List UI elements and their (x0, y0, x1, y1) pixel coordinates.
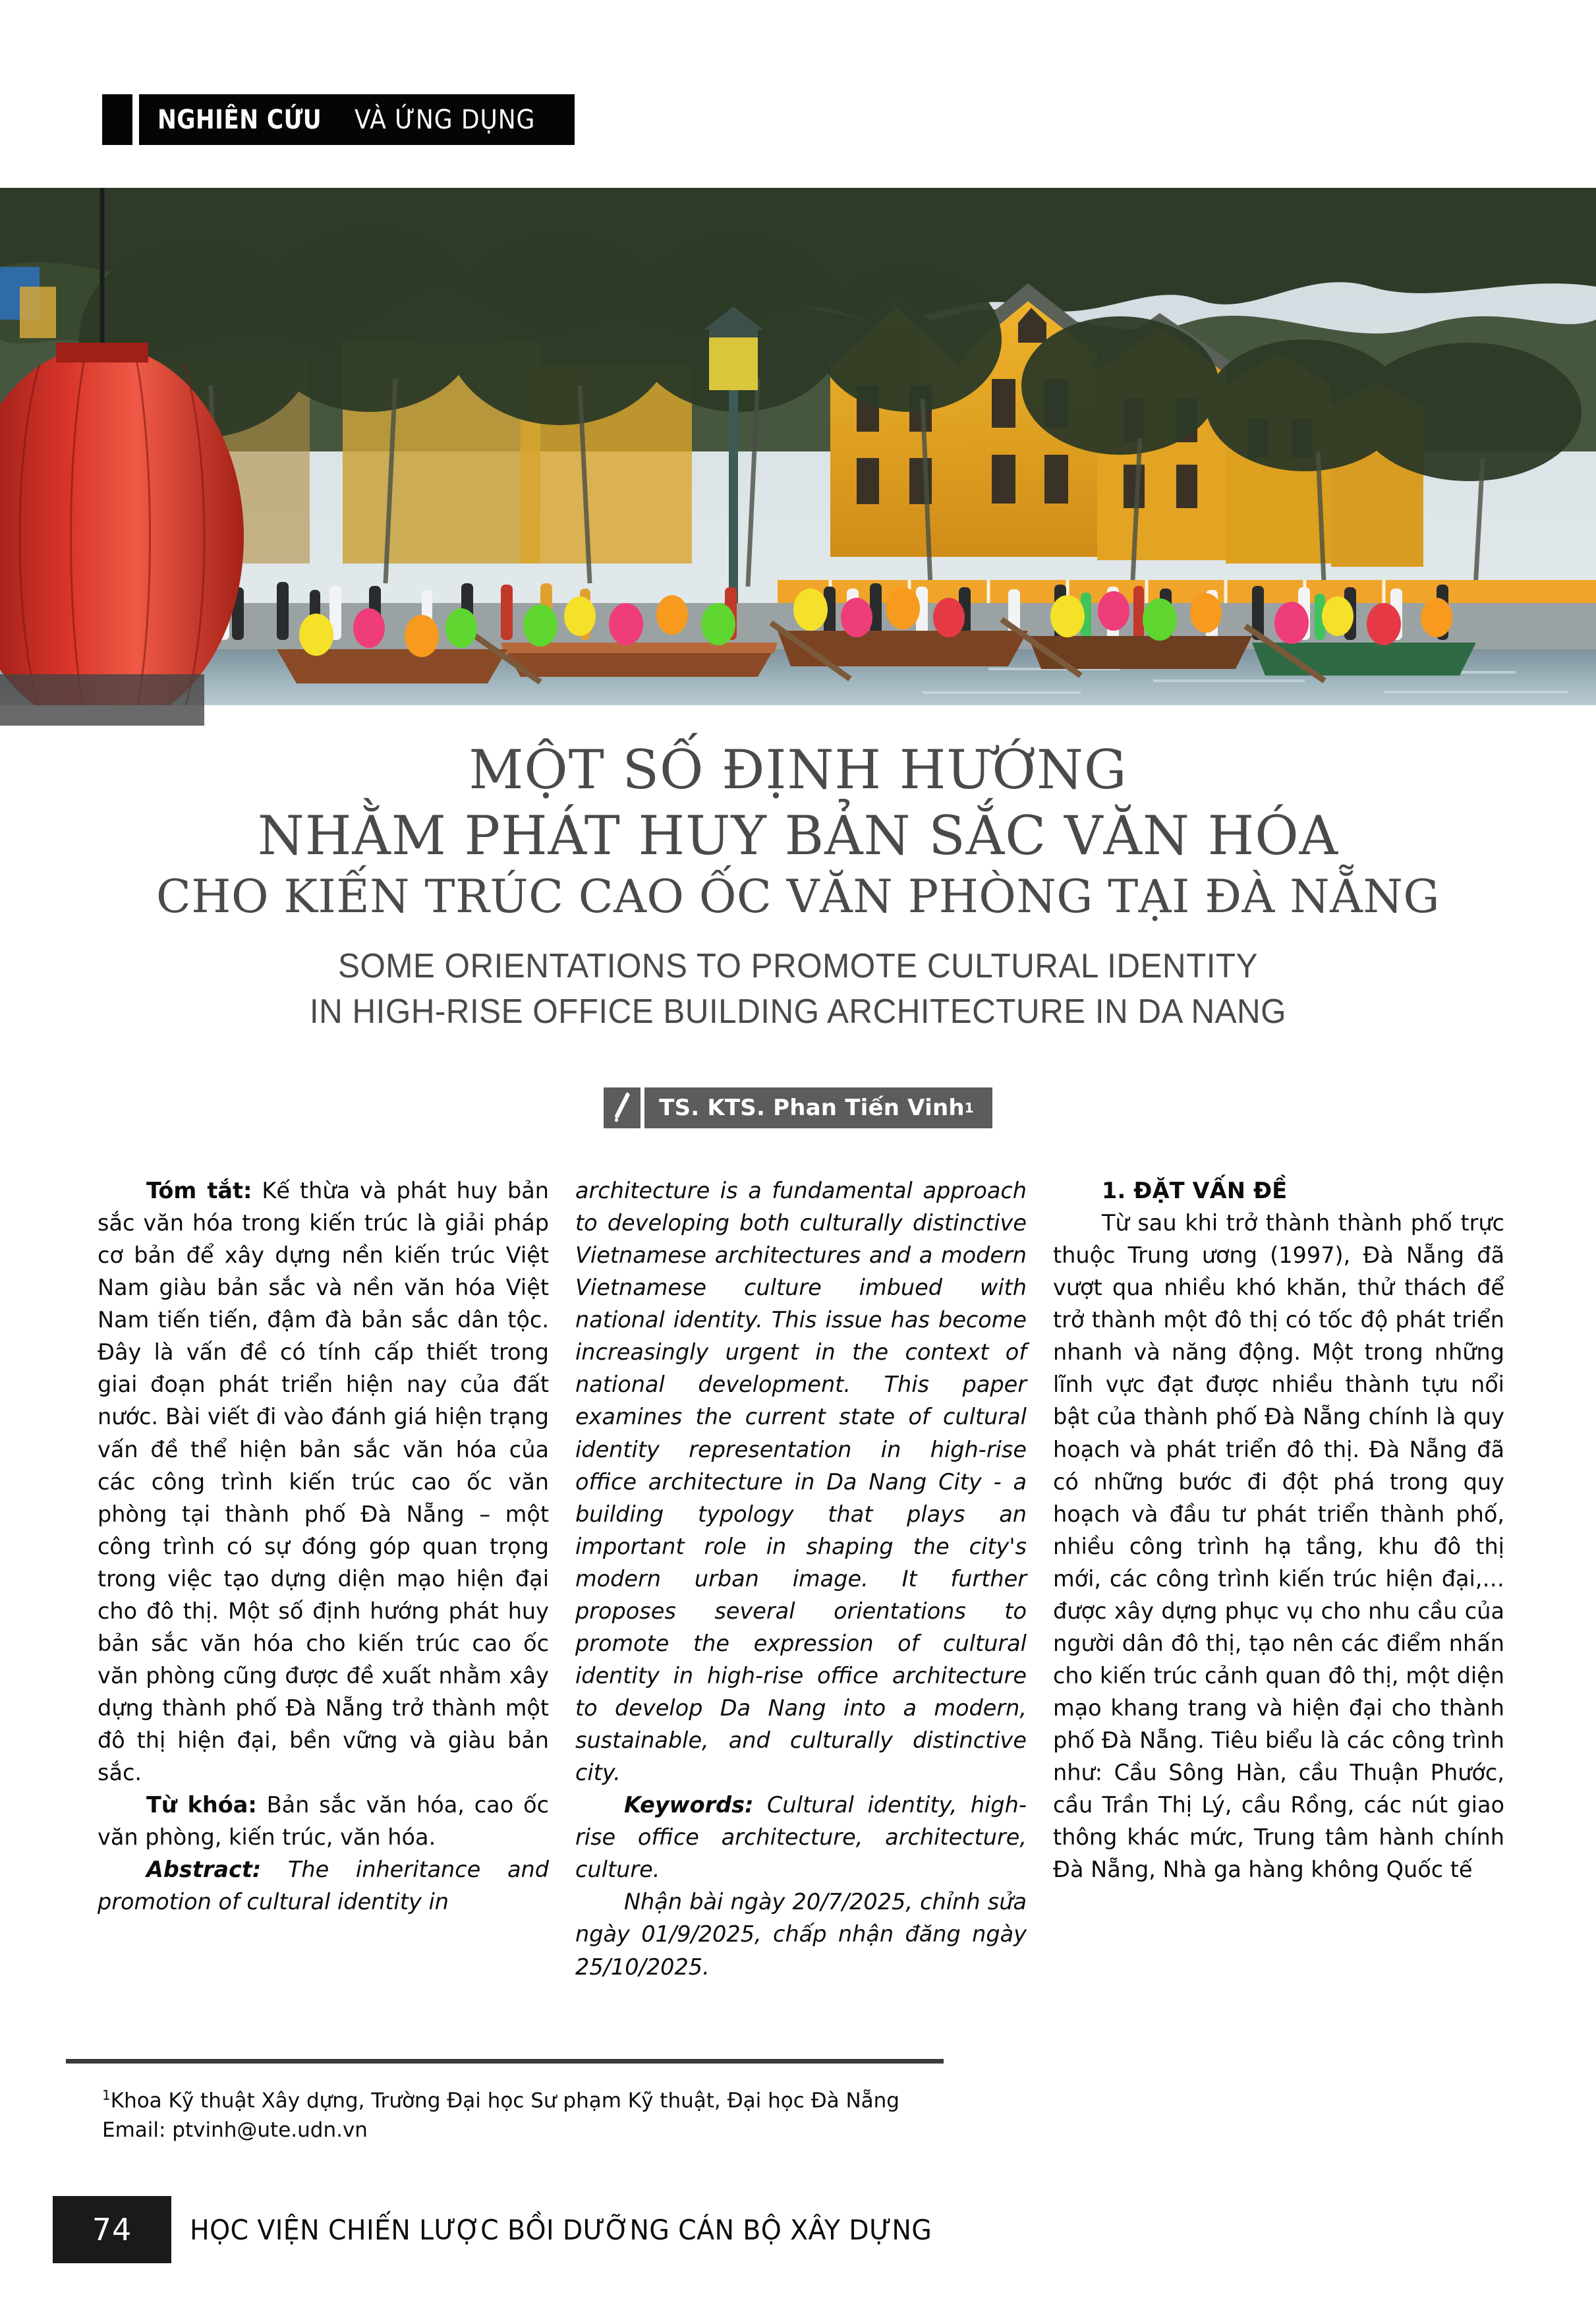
abstract-en-label: Abstract: (146, 1857, 262, 1883)
footnote-affiliation: Khoa Kỹ thuật Xây dựng, Trường Đại học Sư phạm Kỹ thuật, Đại học Đà Nẵng (110, 2089, 899, 2113)
section-heading-1: 1. ĐẶT VẤN ĐỀ (1102, 1178, 1288, 1203)
banner-divider (132, 94, 139, 145)
banner-left-tab (102, 94, 132, 145)
page-number: 74 (53, 2196, 171, 2263)
keywords-en-label: Keywords: (624, 1792, 754, 1818)
author-footnote-marker: 1 (964, 1100, 974, 1116)
banner-label-strong: NGHIÊN CỨU (157, 104, 322, 135)
hero-photo (0, 188, 1596, 705)
abstract-en-continued: architecture is a fundamental approach to developing both culturally distinctive Vietnamese architectures and a modern Vietnamese culture imbued with national identity. This issue has become increasingly urgent in the context of national development. This paper examines the current state of cultural identity representation in high-rise office architecture in Da Nang City - a building typology that plays an important role in shaping the city's modern urban image. It further proposes several orientations to promote the expression of cultural identity in high-rise office architecture to develop Da Nang into a modern, sustainable, and culturally distinctive city. (575, 1178, 1027, 1786)
section-banner (102, 94, 575, 145)
article-columns (98, 1174, 1504, 1992)
banner-label-light: VÀ ỨNG DỤNG (354, 104, 536, 135)
title-vn-line-3: CHO KIẾN TRÚC CAO ỐC VĂN PHÒNG TẠI ĐÀ NẴNG (156, 871, 1440, 924)
title-vn-line-1: MỘT SỐ ĐỊNH HƯỚNG (469, 739, 1127, 801)
abstract-en-start-paragraph (98, 1853, 549, 1918)
abstract-vi-paragraph (98, 1174, 549, 1789)
abstract-vi-label: Tóm tắt: (146, 1178, 252, 1203)
pen-nib-icon (604, 1087, 641, 1128)
title-vn-line-2: NHẰM PHÁT HUY BẢN SẮC VĂN HÓA (257, 805, 1339, 867)
section-1-body: Từ sau khi trở thành thành phố trực thuộc Trung ương (1997), Đà Nẵng đã vượt qua nhiều khó khăn, thử thách để trở thành một đô thị có tốc độ phát triển nhanh và năng động. Một trong những lĩnh vực đạt được nhiều thành tựu nổi bật của thành phố Đà Nẵng chính là quy hoạch và phát triển đô thị. Đà Nẵng đã có những bước đi đột phá trong quy hoạch và đầu tư phát triển thành phố, nhiều công trình hạ tầng, khu đô thị mới, các công trình kiến trúc hiện đại,… được xây dựng phục vụ cho nhu cầu của người dân đô thị, tạo nên các điểm nhấn cho kiến trúc cảnh quan đô thị, một diện mạo khang trang và hiện đại cho thành phố Đà Nẵng. Tiêu biểu là các công trình như: Cầu Sông Hàn, cầu Thuận Phước, cầu Trần Thị Lý, cầu Rồng, các nút giao thông khác mức, Trung tâm hành chính Đà Nẵng, Nhà ga hàng không Quốc tế (1053, 1210, 1504, 1883)
photo-overlay-bar (0, 674, 204, 726)
footer-organization: HỌC VIỆN CHIẾN LƯỢC BỒI DƯỠNG CÁN BỘ XÂY DỰNG (190, 2213, 932, 2246)
banner-body (139, 94, 575, 145)
column-2 (575, 1174, 1027, 1992)
abstract-vi-text: Kế thừa và phát huy bản sắc văn hóa trong kiến trúc là giải pháp cơ bản để xây dựng nền kiến trúc Việt Nam giàu bản sắc và nền văn hóa Việt Nam tiến tiến, đậm đà bản sắc dân tộc. Đây là vấn đề có tính cấp thiết trong giai đoạn phát triển hiện nay của đất nước. Bài viết đi vào đánh giá hiện trạng vấn đề thể hiện bản sắc văn hóa của các công trình kiến trúc cao ốc văn phòng tại thành phố Đà Nẵng – một công trình có sự đóng góp quan trọng trong việc tạo dựng diện mạo hiện đại cho đô thị. Một số định hướng phát huy bản sắc văn hóa cho kiến trúc cao ốc văn phòng cũng được đề xuất nhằm xây dựng thành phố Đà Nẵng trở thành một đô thị hiện đại, bền vững và giàu bản sắc. (98, 1178, 549, 1786)
title-en-line-2: IN HIGH-RISE OFFICE BUILDING ARCHITECTURE IN DA NANG (309, 993, 1287, 1031)
keywords-vi-label: Từ khóa: (146, 1792, 257, 1818)
keywords-vi-paragraph (98, 1789, 549, 1853)
footnote-marker: 1 (102, 2087, 111, 2103)
keywords-vi-text: Bản sắc văn hóa, cao ốc văn phòng, kiến trúc, văn hóa. (98, 1792, 549, 1851)
title-vietnamese (0, 738, 1596, 925)
column-1 (98, 1174, 549, 1992)
title-english (40, 944, 1556, 1035)
article-title-block (0, 738, 1596, 1035)
footnote-email: Email: ptvinh@ute.udn.vn (102, 2118, 368, 2143)
keywords-en-paragraph (575, 1789, 1027, 1886)
author-name-text: TS. KTS. Phan Tiến Vinh (659, 1095, 965, 1121)
keywords-en-text: Cultural identity, high-rise office architecture, architecture, culture. (575, 1792, 1027, 1883)
submission-dates: Nhận bài ngày 20/7/2025, chỉnh sửa ngày 01/9/2025, chấp nhận đăng ngày 25/10/2025. (575, 1889, 1027, 1980)
author-name (644, 1087, 992, 1128)
footnote-block (102, 2086, 1091, 2145)
footnote-divider (66, 2059, 944, 2064)
column-3 (1053, 1174, 1504, 1992)
hero-photo-illustration (0, 188, 1596, 705)
title-en-line-1: SOME ORIENTATIONS TO PROMOTE CULTURAL IDENTITY (337, 947, 1259, 986)
author-byline (0, 1087, 1596, 1128)
page-footer (0, 2196, 1596, 2263)
abstract-en-start-text: The inheritance and promotion of cultural identity in (98, 1857, 549, 1915)
footnote-affiliation-line (102, 2086, 1091, 2116)
